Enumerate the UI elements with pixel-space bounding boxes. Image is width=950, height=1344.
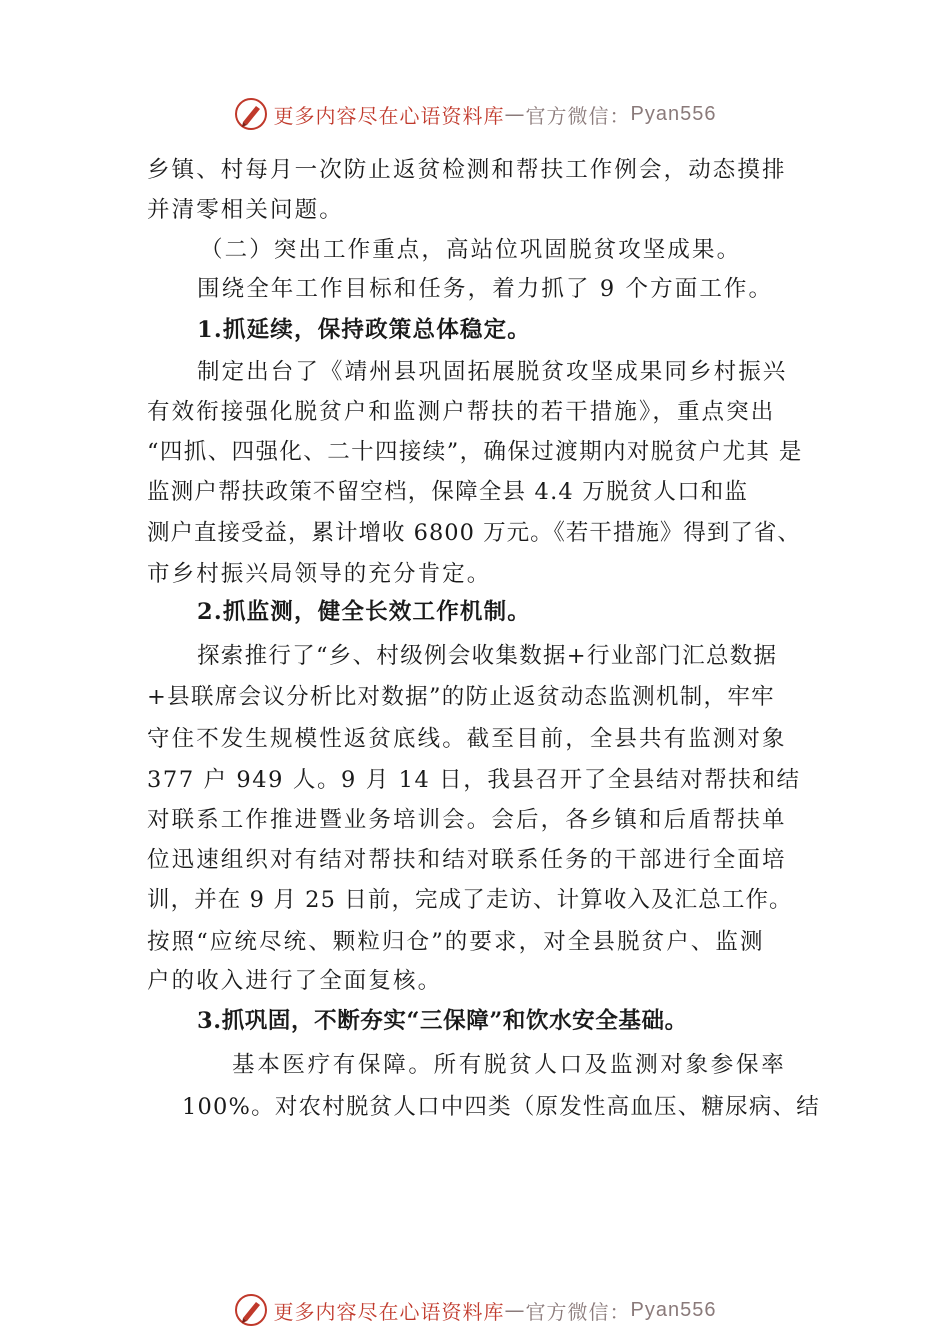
text-line: 377 户 949 人。9 月 14 日，我县召开了全县结对帮扶和结 <box>147 767 801 793</box>
text-line: 训，并在 9 月 25 日前，完成了走访、计算收入及汇总工作。 <box>147 887 793 913</box>
text-line: “四抓、四强化、二十四接续”，确保过渡期内对脱贫户尤其 是 <box>147 439 803 465</box>
footer-wechat-label: 官方微信： <box>525 1299 631 1324</box>
subheading-2: 2.抓监测，健全长效工作机制。 <box>197 599 531 625</box>
text-line: 并清零相关问题。 <box>147 197 344 223</box>
text-line: 乡镇、村每月一次防止返贫检测和帮扶工作例会，动态摸排 <box>147 157 787 183</box>
header-banner <box>0 94 950 134</box>
text-line: 市乡村振兴局领导的充分肯定。 <box>147 561 492 587</box>
banner-wechat-id: Pyan556 <box>630 102 717 125</box>
section-heading: （二）突出工作重点，高站位巩固脱贫攻坚成果。 <box>200 237 742 263</box>
subheading-1: 1.抓延续，保持政策总体稳定。 <box>197 317 531 343</box>
text-line: 有效衔接强化脱贫户和监测户帮扶的若干措施》，重点突出 <box>147 399 776 425</box>
text-line: 守住不发生规模性返贫底线。截至目前，全县共有监测对象 <box>147 726 787 752</box>
text-line: 户的收入进行了全面复核。 <box>147 968 443 994</box>
text-line: 按照“应统尽统、颗粒归仓”的要求，对全县脱贫户、监测 <box>147 929 765 955</box>
banner-wechat-label: 官方微信： <box>525 103 631 128</box>
footer-banner <box>0 1290 950 1330</box>
footer-wechat-id: Pyan556 <box>630 1298 717 1321</box>
text-line: 围绕全年工作目标和任务，着力抓了 9 个方面工作。 <box>197 276 774 302</box>
text-line: 对联系工作推进暨业务培训会。会后，各乡镇和后盾帮扶单 <box>147 807 787 833</box>
text-line: 基本医疗有保障。所有脱贫人口及监测对象参保率 <box>232 1052 787 1078</box>
text-line: 位迅速组织对有结对帮扶和结对联系任务的干部进行全面培 <box>147 847 787 873</box>
pen-logo-icon <box>234 97 268 131</box>
text-line: 监测户帮扶政策不留空档，保障全县 4.4 万脱贫人口和监 <box>147 479 749 505</box>
text-line: 探索推行了“乡、村级例会收集数据+行业部门汇总数据 <box>197 643 778 669</box>
banner-dash: — <box>504 102 526 126</box>
footer-dash: — <box>504 1298 526 1322</box>
banner-brand: 更多内容尽在心语资料库 <box>273 103 505 128</box>
subheading-3: 3.抓巩固，不断夯实“三保障”和饮水安全基础。 <box>197 1008 688 1034</box>
text-line: 制定出台了《靖州县巩固拓展脱贫攻坚成果同乡村振兴 <box>197 359 788 385</box>
footer-brand: 更多内容尽在心语资料库 <box>273 1299 505 1324</box>
text-line: 测户直接受益，累计增收 6800 万元。《若干措施》得到了省、 <box>147 520 801 546</box>
pen-logo-icon <box>234 1293 268 1327</box>
text-line: 100%。对农村脱贫人口中四类（原发性高血压、糖尿病、结 <box>182 1094 820 1120</box>
text-line: +县联席会议分析比对数据”的防止返贫动态监测机制，牢牢 <box>147 684 775 710</box>
